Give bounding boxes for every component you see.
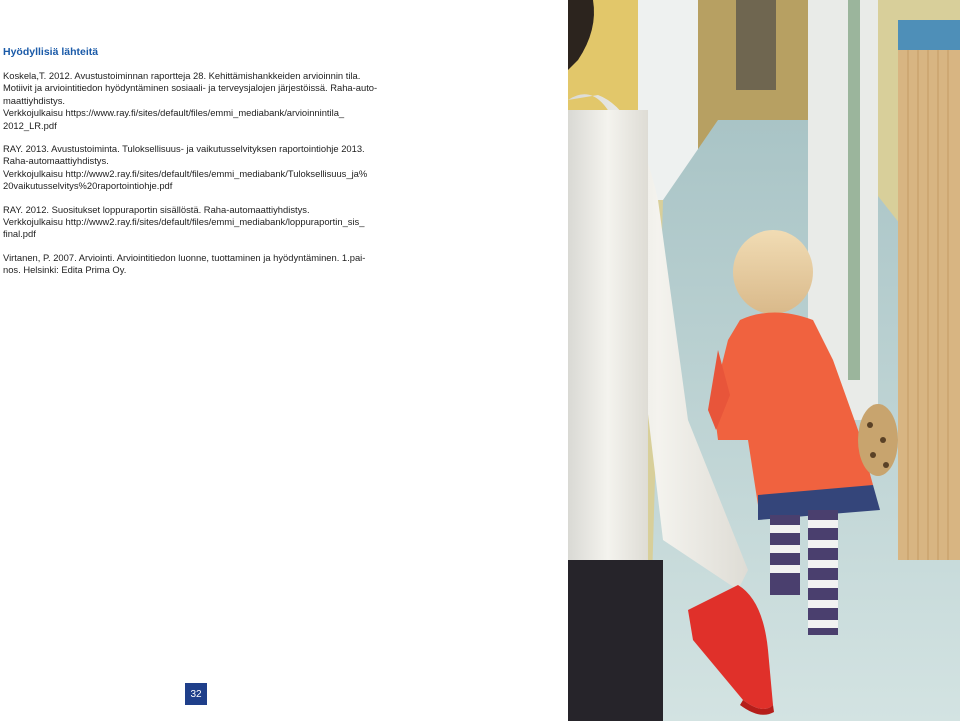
reference-line: maattiyhdistys. bbox=[3, 94, 65, 106]
reference-line: Koskela,T. 2012. Avustustoiminnan raportteja 28. Kehittämishankkeiden arvioinnin tila. bbox=[3, 70, 361, 81]
wall-stripe bbox=[898, 20, 960, 50]
wall-panel bbox=[898, 40, 960, 560]
reference-link[interactable]: 20vaikutusselvitys%20raportointiohje.pdf bbox=[3, 180, 173, 192]
reference-link[interactable]: Verkkojulkaisu http://www2.ray.fi/sites/default/files/emmi_mediabank/Tuloksellisuus_ja% bbox=[3, 167, 368, 179]
reference-item bbox=[3, 70, 403, 132]
reference-line: Virtanen, P. 2007. Arviointi. Arviointitiedon luonne, tuottaminen ja hyödyntäminen. 1.pai- bbox=[3, 251, 366, 263]
adult-torso bbox=[568, 110, 648, 600]
reference-line: Raha-automaattiyhdistys. bbox=[3, 155, 109, 167]
reference-link[interactable]: 2012_LR.pdf bbox=[3, 119, 57, 131]
child-head bbox=[733, 230, 813, 314]
reference-item bbox=[3, 204, 403, 241]
section-heading: Hyödyllisiä lähteitä bbox=[3, 46, 99, 58]
page-number-badge: 32 bbox=[185, 683, 207, 705]
reference-line: nos. Helsinki: Edita Prima Oy. bbox=[3, 264, 127, 276]
door-glass bbox=[848, 0, 860, 380]
plush-toy bbox=[858, 404, 898, 476]
reference-link[interactable]: Verkkojulkaisu http://www2.ray.fi/sites/default/files/emmi_mediabank/loppuraportin_sis_ bbox=[3, 216, 365, 228]
hallway-photo bbox=[568, 0, 960, 721]
adult-pants bbox=[568, 560, 663, 721]
reference-item bbox=[3, 252, 403, 277]
reference-list bbox=[3, 70, 403, 288]
reference-line: RAY. 2012. Suositukset loppuraportin sisällöstä. Raha-automaattiyhdistys. bbox=[3, 203, 310, 215]
reference-link[interactable]: Verkkojulkaisu https://www.ray.fi/sites/default/files/emmi_mediabank/arvioinnintila_ bbox=[3, 107, 345, 119]
reference-item bbox=[3, 143, 403, 193]
reference-line: Motiivit ja arviointitiedon hyödyntäminen sosiaali- ja terveysjalojen järjestöissä. Raha-auto- bbox=[3, 82, 378, 94]
reference-line: RAY. 2013. Avustustoiminta. Tuloksellisuus- ja vaikutusselvityksen raportointiohje 2013. bbox=[3, 143, 365, 155]
reference-link[interactable]: final.pdf bbox=[3, 228, 36, 240]
far-light bbox=[736, 0, 776, 90]
